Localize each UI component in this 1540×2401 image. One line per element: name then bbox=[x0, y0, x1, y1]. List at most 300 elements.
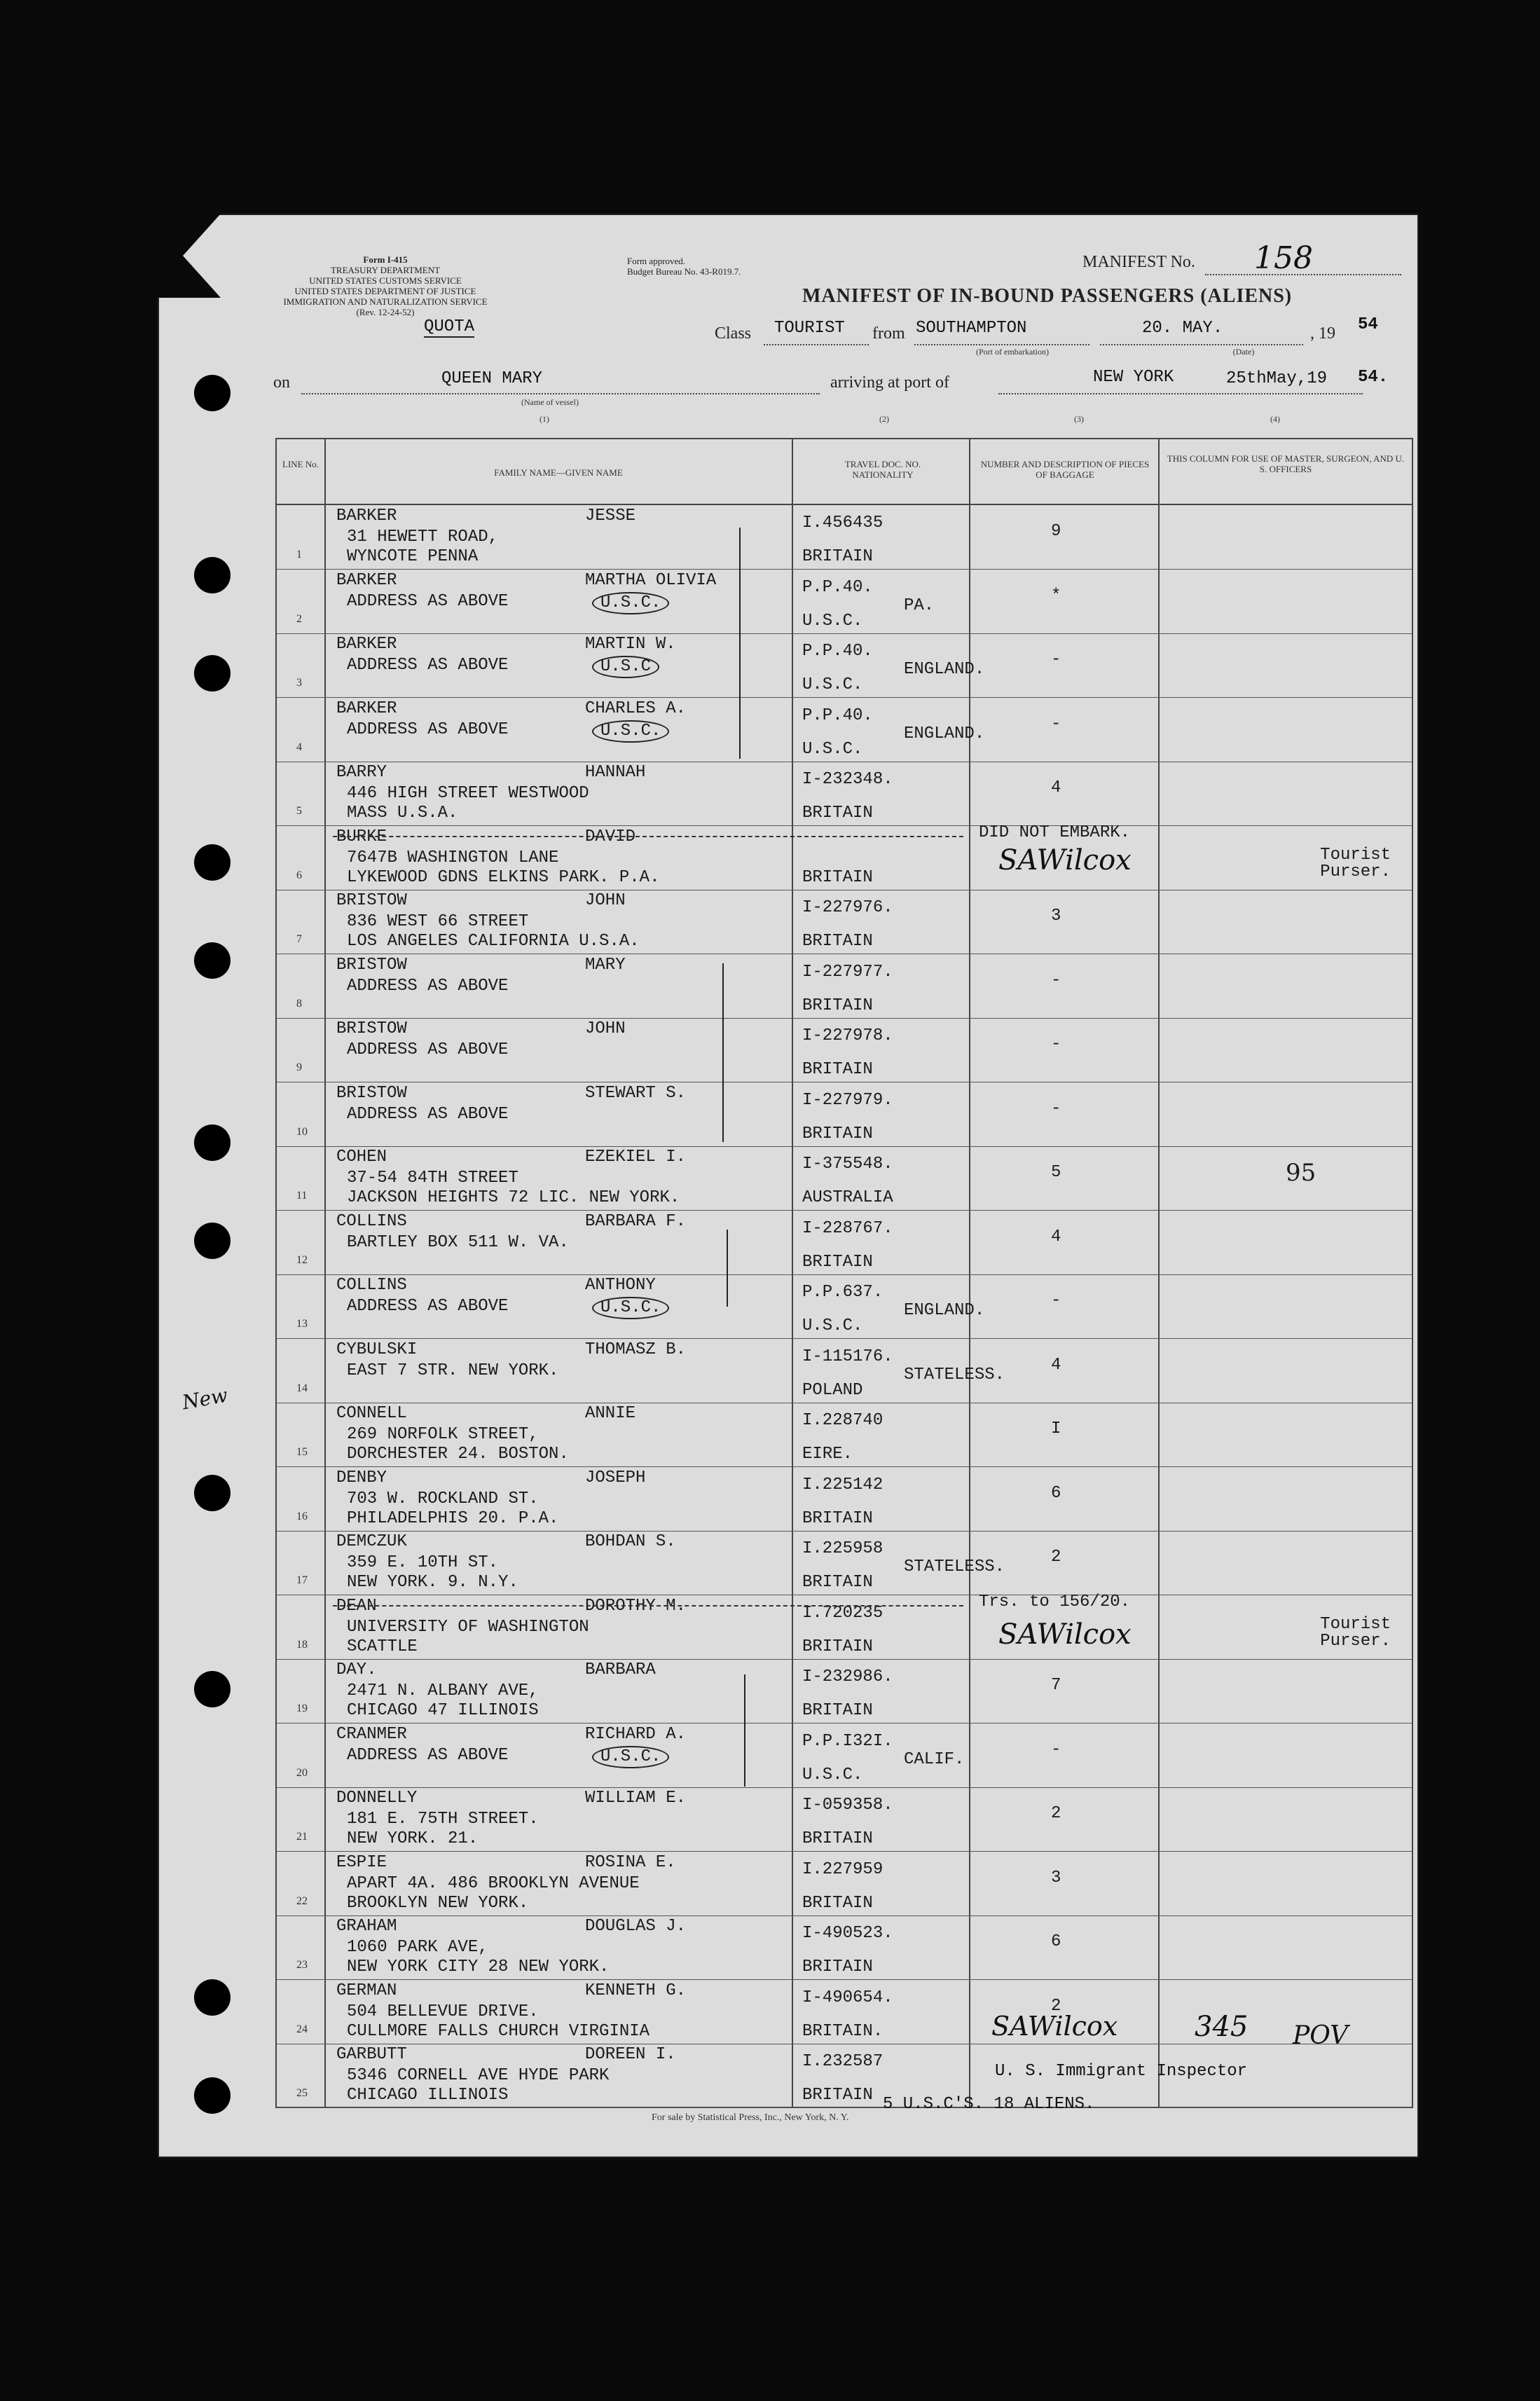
inspector-code: POV bbox=[1293, 2021, 1349, 2050]
given-name: DAVID bbox=[585, 827, 636, 846]
family-name: BARKER bbox=[336, 507, 397, 525]
baggage-count: - bbox=[1051, 970, 1061, 990]
line-number: 23 bbox=[296, 1959, 308, 1971]
nationality: BRITAIN bbox=[802, 547, 873, 566]
address-line-1: APART 4A. 486 BROOKLYN AVENUE bbox=[347, 1873, 640, 1893]
bracket-mark bbox=[739, 528, 741, 759]
table-row bbox=[277, 505, 1412, 570]
travel-doc-number: I-227979. bbox=[802, 1090, 893, 1110]
usc-circled: U.S.C. bbox=[592, 592, 669, 614]
address-line-1: UNIVERSITY OF WASHINGTON bbox=[347, 1617, 589, 1637]
given-name: ANNIE bbox=[585, 1404, 636, 1423]
dept-ins: IMMIGRATION AND NATURALIZATION SERVICE bbox=[283, 296, 488, 307]
extra-place: CALIF. bbox=[904, 1749, 965, 1769]
given-name: JOHN bbox=[585, 1019, 626, 1038]
class-line bbox=[764, 344, 869, 345]
address-line-1: ADDRESS AS ABOVE bbox=[347, 656, 509, 675]
punch-hole bbox=[194, 1124, 231, 1161]
given-name: MARTHA OLIVIA bbox=[585, 570, 717, 590]
given-name: JOSEPH bbox=[585, 1468, 646, 1487]
family-name: BARKER bbox=[336, 635, 397, 654]
given-name: MARTIN W. bbox=[585, 635, 676, 654]
given-name: DOUGLAS J. bbox=[585, 1917, 687, 1936]
family-name: GARBUTT bbox=[336, 2045, 407, 2064]
punch-hole bbox=[194, 1979, 231, 2016]
family-name: COLLINS bbox=[336, 1211, 407, 1231]
manifest-no-label: MANIFEST No. bbox=[1082, 253, 1195, 271]
address-line-1: 37-54 84TH STREET bbox=[347, 1169, 518, 1188]
col-head-line: LINE No. bbox=[282, 459, 319, 469]
strike-line bbox=[333, 1605, 963, 1607]
inspector-signature: SAWilcox bbox=[991, 2011, 1118, 2042]
family-name: BARRY bbox=[336, 763, 387, 782]
given-name: JESSE bbox=[585, 507, 636, 525]
bracket-mark bbox=[722, 963, 724, 1142]
given-name: JOHN bbox=[585, 891, 626, 910]
family-name: COHEN bbox=[336, 1148, 387, 1167]
extra-place: PA. bbox=[904, 596, 935, 615]
family-name: CYBULSKI bbox=[336, 1340, 418, 1359]
inspector-number: 345 bbox=[1195, 2011, 1249, 2043]
address-line-1: ADDRESS AS ABOVE bbox=[347, 1040, 509, 1059]
table-row bbox=[277, 698, 1412, 762]
strike-line bbox=[333, 836, 963, 837]
nationality: BRITAIN bbox=[802, 1060, 873, 1079]
col-head-name: FAMILY NAME—GIVEN NAME bbox=[494, 467, 623, 478]
baggage-count: I bbox=[1051, 1419, 1061, 1438]
given-name: KENNETH G. bbox=[585, 1981, 687, 2000]
from-port: SOUTHAMPTON bbox=[916, 319, 1027, 338]
given-name: DOROTHY M. bbox=[585, 1596, 687, 1616]
table-row bbox=[277, 570, 1412, 634]
class-label: Class bbox=[715, 324, 752, 343]
given-name: BOHDAN S. bbox=[585, 1532, 676, 1551]
table-row bbox=[277, 1531, 1412, 1595]
punch-hole bbox=[194, 1671, 231, 1707]
given-name: ROSINA E. bbox=[585, 1852, 676, 1872]
baggage-count: * bbox=[1051, 586, 1061, 605]
line-number: 5 bbox=[296, 805, 302, 817]
punch-hole bbox=[194, 557, 231, 593]
baggage-count: 2 bbox=[1051, 1804, 1061, 1823]
nationality: U.S.C. bbox=[802, 611, 863, 631]
line-number: 20 bbox=[296, 1766, 308, 1779]
address-line-2: LOS ANGELES CALIFORNIA U.S.A. bbox=[347, 932, 640, 951]
address-line-2: CHICAGO ILLINOIS bbox=[347, 2086, 509, 2105]
punch-hole bbox=[194, 1223, 231, 1259]
travel-doc-number: I-375548. bbox=[802, 1155, 893, 1174]
travel-doc-number: I.228740 bbox=[802, 1411, 884, 1430]
usc-circled: U.S.C. bbox=[592, 720, 669, 743]
line-number: 1 bbox=[296, 549, 302, 560]
given-name: MARY bbox=[585, 955, 626, 975]
col-num-3: (3) bbox=[1074, 414, 1084, 424]
nationality: BRITAIN bbox=[802, 1958, 873, 1976]
table-row bbox=[277, 633, 1412, 698]
family-name: DEMCZUK bbox=[336, 1532, 407, 1551]
baggage-count: 7 bbox=[1051, 1676, 1061, 1695]
manifest-sheet bbox=[158, 214, 1419, 2158]
line-number: 6 bbox=[296, 869, 302, 881]
travel-doc-number: P.P.637. bbox=[802, 1283, 884, 1302]
table-row bbox=[277, 1915, 1412, 1980]
extra-place: ENGLAND. bbox=[904, 660, 985, 679]
nationality: U.S.C. bbox=[802, 1316, 863, 1335]
line-number: 24 bbox=[296, 2023, 308, 2035]
baggage-count: 6 bbox=[1051, 1483, 1061, 1503]
punch-hole bbox=[194, 844, 231, 881]
nationality: EIRE. bbox=[802, 1445, 853, 1464]
line-number: 18 bbox=[296, 1638, 308, 1651]
vessel-line bbox=[301, 393, 820, 394]
given-name: ANTHONY bbox=[585, 1276, 656, 1295]
travel-doc-number: I.456435 bbox=[802, 514, 884, 532]
form-approval bbox=[627, 256, 788, 277]
from-label: from bbox=[872, 324, 905, 343]
table-row bbox=[277, 954, 1412, 1019]
travel-doc-number: P.P.40. bbox=[802, 577, 873, 597]
table-row bbox=[277, 1274, 1412, 1339]
family-name: BRISTOW bbox=[336, 955, 407, 975]
line-number: 11 bbox=[296, 1190, 308, 1202]
table-row bbox=[277, 1787, 1412, 1852]
table-row bbox=[277, 1403, 1412, 1467]
address-line-1: 7647B WASHINGTON LANE bbox=[347, 848, 559, 867]
officer-note: Tourist Purser. bbox=[1320, 1614, 1391, 1651]
baggage-count: DID NOT EMBARK. bbox=[979, 823, 1131, 842]
address-line-1: 181 E. 75TH STREET. bbox=[347, 1810, 539, 1829]
line-number: 2 bbox=[296, 612, 302, 625]
travel-doc-number: I.225958 bbox=[802, 1539, 884, 1558]
address-line-2: LYKEWOOD GDNS ELKINS PARK. P.A. bbox=[347, 867, 660, 887]
address-line-2: JACKSON HEIGHTS 72 LIC. NEW YORK. bbox=[347, 1188, 680, 1207]
nationality: BRITAIN bbox=[802, 1829, 873, 1848]
travel-doc-number: I-232348. bbox=[802, 770, 893, 789]
nationality: BRITAIN bbox=[802, 804, 873, 823]
port-embark-caption: (Port of embarkation) bbox=[976, 347, 1049, 357]
nationality: BRITAIN bbox=[802, 1637, 873, 1656]
line-number: 7 bbox=[296, 933, 302, 945]
address-line-2: CULLMORE FALLS CHURCH VIRGINIA bbox=[347, 2021, 650, 2041]
baggage-count: 3 bbox=[1051, 907, 1061, 926]
address-line-2: WYNCOTE PENNA bbox=[347, 547, 479, 566]
address-line-1: 1060 PARK AVE, bbox=[347, 1938, 488, 1957]
on-label: on bbox=[273, 373, 290, 392]
line-number: 25 bbox=[296, 2087, 308, 2099]
baggage-count: 6 bbox=[1051, 1932, 1061, 1951]
extra-place: ENGLAND. bbox=[904, 1301, 985, 1320]
line-number: 10 bbox=[296, 1125, 308, 1138]
dept-customs: UNITED STATES CUSTOMS SERVICE bbox=[309, 275, 462, 286]
nationality: BRITAIN bbox=[802, 932, 873, 951]
travel-doc-number: I-227976. bbox=[802, 898, 893, 917]
usc-circled: U.S.C. bbox=[592, 1297, 669, 1319]
line-number: 14 bbox=[296, 1382, 308, 1394]
nationality: BRITAIN bbox=[802, 1701, 873, 1720]
from-year-prefix: , 19 bbox=[1310, 324, 1335, 343]
line-number: 17 bbox=[296, 1574, 308, 1586]
dept-treasury: TREASURY DEPARTMENT bbox=[330, 265, 441, 275]
baggage-count: 4 bbox=[1051, 1355, 1061, 1375]
travel-doc-number: P.P.40. bbox=[802, 642, 873, 661]
line-number: 15 bbox=[296, 1446, 308, 1458]
arrival-date: 25thMay,19 bbox=[1226, 369, 1328, 388]
baggage-count: Trs. to 156/20. bbox=[979, 1592, 1131, 1611]
baggage-count: 4 bbox=[1051, 1227, 1061, 1246]
printer-imprint: For sale by Statistical Press, Inc., New York, N. Y. bbox=[652, 2112, 849, 2123]
address-line-2: NEW YORK CITY 28 NEW YORK. bbox=[347, 1958, 610, 1976]
address-line-2: PHILADELPHIS 20. P.A. bbox=[347, 1508, 559, 1528]
form-revision: (Rev. 12-24-52) bbox=[356, 307, 415, 317]
officer-note: 95 bbox=[1286, 1159, 1316, 1187]
arrival-port: NEW YORK bbox=[1093, 368, 1174, 387]
address-line-1: ADDRESS AS ABOVE bbox=[347, 1745, 509, 1765]
address-line-2: CHICAGO 47 ILLINOIS bbox=[347, 1701, 539, 1720]
family-name: DAY. bbox=[336, 1660, 377, 1679]
nationality: U.S.C. bbox=[802, 675, 863, 694]
nationality: BRITAIN bbox=[802, 1508, 873, 1528]
signature-row6: SAWilcox bbox=[998, 844, 1132, 876]
address-line-1: EAST 7 STR. NEW YORK. bbox=[347, 1361, 559, 1380]
nationality: POLAND bbox=[802, 1380, 863, 1400]
usc-circled: U.S.C bbox=[592, 656, 659, 678]
address-line-2: MASS U.S.A. bbox=[347, 804, 458, 823]
nationality: AUSTRALIA bbox=[802, 1188, 893, 1207]
family-name: CONNELL bbox=[336, 1404, 407, 1423]
bracket-mark bbox=[744, 1674, 745, 1787]
address-line-1: 31 HEWETT ROAD, bbox=[347, 528, 499, 546]
baggage-count: 3 bbox=[1051, 1868, 1061, 1887]
travel-doc-number: I.720235 bbox=[802, 1603, 884, 1623]
nationality: U.S.C. bbox=[802, 739, 863, 759]
baggage-count: - bbox=[1051, 1291, 1061, 1310]
usc-circled: U.S.C. bbox=[592, 1746, 669, 1768]
given-name: DOREEN I. bbox=[585, 2045, 676, 2064]
baggage-count: - bbox=[1051, 650, 1061, 669]
table-row bbox=[277, 1659, 1412, 1724]
punch-hole bbox=[194, 2077, 231, 2114]
given-name: EZEKIEL I. bbox=[585, 1148, 687, 1167]
from-line bbox=[914, 344, 1089, 345]
nationality: BRITAIN bbox=[802, 1893, 873, 1913]
table-row bbox=[277, 1018, 1412, 1082]
family-name: GERMAN bbox=[336, 1981, 397, 2000]
manifest-no-value: 158 bbox=[1254, 240, 1313, 276]
inspector-title: U. S. Immigrant Inspector bbox=[995, 2062, 1248, 2081]
address-line-1: 359 E. 10TH ST. bbox=[347, 1553, 499, 1572]
family-name: BARKER bbox=[336, 699, 397, 718]
punch-hole bbox=[194, 1475, 231, 1511]
line-number: 8 bbox=[296, 997, 302, 1010]
col-head-baggage: NUMBER AND DESCRIPTION OF PIECES OF BAGGAGE bbox=[980, 459, 1150, 480]
table-header bbox=[277, 439, 1412, 505]
col-num-2: (2) bbox=[879, 414, 889, 424]
baggage-count: - bbox=[1051, 1099, 1061, 1118]
line-number: 22 bbox=[296, 1894, 308, 1907]
line-number: 13 bbox=[296, 1318, 308, 1330]
baggage-count: 2 bbox=[1051, 1996, 1061, 2016]
address-line-1: 446 HIGH STREET WESTWOOD bbox=[347, 784, 589, 803]
torn-corner bbox=[158, 214, 221, 298]
punch-hole bbox=[194, 375, 231, 411]
punch-hole bbox=[194, 942, 231, 979]
family-name: ESPIE bbox=[336, 1852, 387, 1872]
line-number: 9 bbox=[296, 1061, 302, 1073]
table-row bbox=[277, 890, 1412, 954]
family-name: BRISTOW bbox=[336, 1083, 407, 1103]
nationality: BRITAIN bbox=[802, 1124, 873, 1143]
given-name: STEWART S. bbox=[585, 1083, 687, 1103]
address-line-1: BARTLEY BOX 511 W. VA. bbox=[347, 1232, 569, 1252]
from-date: 20. MAY. bbox=[1142, 319, 1223, 338]
travel-doc-number: I-059358. bbox=[802, 1796, 893, 1815]
family-name: BRISTOW bbox=[336, 1019, 407, 1038]
budget-bureau-no: Budget Bureau No. 43-R019.7. bbox=[627, 266, 741, 277]
table-row bbox=[277, 1467, 1412, 1532]
table-row bbox=[277, 823, 1412, 890]
travel-doc-number: P.P.I32I. bbox=[802, 1731, 893, 1751]
travel-doc-number: I.232587 bbox=[802, 2052, 884, 2071]
travel-doc-number: I-115176. bbox=[802, 1347, 893, 1366]
date-line bbox=[1100, 344, 1303, 345]
extra-place: ENGLAND. bbox=[904, 724, 985, 743]
extra-place: STATELESS. bbox=[904, 1557, 1005, 1576]
travel-doc-number: I-490523. bbox=[802, 1924, 893, 1943]
col-num-4: (4) bbox=[1270, 414, 1280, 424]
family-name: BARKER bbox=[336, 570, 397, 590]
address-line-1: ADDRESS AS ABOVE bbox=[347, 1297, 509, 1316]
arriving-label: arriving at port of bbox=[830, 373, 949, 392]
col-head-travel: TRAVEL DOC. NO. NATIONALITY bbox=[844, 459, 921, 480]
table-row bbox=[277, 1211, 1412, 1275]
col-num-1: (1) bbox=[539, 414, 549, 424]
travel-doc-number: I-232986. bbox=[802, 1667, 893, 1686]
address-line-2: DORCHESTER 24. BOSTON. bbox=[347, 1445, 569, 1464]
quota-stamp: QUOTA bbox=[424, 317, 475, 336]
nationality: BRITAIN bbox=[802, 1573, 873, 1592]
family-name: DEAN bbox=[336, 1596, 377, 1616]
line-number: 16 bbox=[296, 1510, 308, 1522]
family-name: BURKE bbox=[336, 827, 387, 846]
address-line-1: 2471 N. ALBANY AVE, bbox=[347, 1681, 539, 1700]
baggage-count: 2 bbox=[1051, 1548, 1061, 1567]
travel-doc-number: I.227959 bbox=[802, 1859, 884, 1879]
table-row bbox=[277, 762, 1412, 826]
nationality: BRITAIN. bbox=[802, 2021, 884, 2041]
address-line-2: SCATTLE bbox=[347, 1637, 418, 1656]
address-line-1: ADDRESS AS ABOVE bbox=[347, 591, 509, 611]
form-approved-label: Form approved. bbox=[627, 256, 686, 266]
date-caption: (Date) bbox=[1232, 347, 1255, 357]
baggage-count: - bbox=[1051, 714, 1061, 734]
from-year: 54 bbox=[1358, 315, 1378, 334]
given-name: RICHARD A. bbox=[585, 1724, 687, 1744]
family-name: COLLINS bbox=[336, 1276, 407, 1295]
class-value: TOURIST bbox=[774, 319, 845, 338]
line-number: 12 bbox=[296, 1253, 308, 1266]
address-line-1: 504 BELLEVUE DRIVE. bbox=[347, 2002, 539, 2021]
address-line-1: 5346 CORNELL AVE HYDE PARK bbox=[347, 2066, 610, 2085]
given-name: THOMASZ B. bbox=[585, 1340, 687, 1359]
address-line-1: 703 W. ROCKLAND ST. bbox=[347, 1489, 539, 1508]
col-head-officers: THIS COLUMN FOR USE OF MASTER, SURGEON, AND U. S. OFFICERS bbox=[1167, 453, 1405, 474]
table-row bbox=[277, 1724, 1412, 1788]
manifest-title: MANIFEST OF IN-BOUND PASSENGERS (ALIENS) bbox=[802, 285, 1293, 307]
travel-doc-number: P.P.40. bbox=[802, 706, 873, 725]
baggage-count: 9 bbox=[1051, 522, 1061, 541]
given-name: HANNAH bbox=[585, 763, 646, 782]
punch-hole bbox=[194, 655, 231, 692]
table-row bbox=[277, 1592, 1412, 1660]
travel-doc-number: I-227978. bbox=[802, 1026, 893, 1045]
extra-place: STATELESS. bbox=[904, 1365, 1005, 1384]
table-row bbox=[277, 1082, 1412, 1147]
address-line-1: 836 WEST 66 STREET bbox=[347, 912, 529, 931]
vessel-name: QUEEN MARY bbox=[441, 369, 543, 388]
nationality: BRITAIN bbox=[802, 1252, 873, 1272]
family-name: GRAHAM bbox=[336, 1917, 397, 1936]
family-name: DONNELLY bbox=[336, 1789, 418, 1808]
form-number: Form I-415 bbox=[363, 254, 408, 265]
margin-note: New bbox=[180, 1383, 230, 1415]
arrival-line bbox=[998, 393, 1363, 394]
signature-row18: SAWilcox bbox=[998, 1618, 1132, 1651]
address-line-2: BROOKLYN NEW YORK. bbox=[347, 1893, 529, 1913]
travel-doc-number: I-228767. bbox=[802, 1218, 893, 1238]
nationality: BRITAIN bbox=[802, 996, 873, 1015]
nationality: BRITAIN bbox=[802, 867, 873, 887]
officer-note: Tourist Purser. bbox=[1320, 845, 1391, 881]
address-line-2: NEW YORK. 21. bbox=[347, 1829, 479, 1848]
family-name: DENBY bbox=[336, 1468, 387, 1487]
passenger-table bbox=[275, 438, 1413, 2108]
given-name: BARBARA F. bbox=[585, 1211, 687, 1231]
form-agency-block bbox=[270, 254, 501, 317]
arrival-year: 54. bbox=[1358, 368, 1389, 387]
bracket-mark bbox=[727, 1230, 728, 1307]
line-number: 19 bbox=[296, 1702, 308, 1714]
address-line-1: 269 NORFOLK STREET, bbox=[347, 1425, 539, 1444]
nationality: BRITAIN bbox=[802, 2086, 873, 2105]
nationality: U.S.C. bbox=[802, 1765, 863, 1784]
address-line-1: ADDRESS AS ABOVE bbox=[347, 720, 509, 739]
baggage-count: - bbox=[1051, 1740, 1061, 1759]
line-number: 3 bbox=[296, 677, 302, 689]
given-name: CHARLES A. bbox=[585, 699, 687, 718]
baggage-count: 4 bbox=[1051, 778, 1061, 797]
line-number: 4 bbox=[296, 741, 302, 753]
travel-doc-number: I-490654. bbox=[802, 1988, 893, 2007]
table-row bbox=[277, 1339, 1412, 1403]
travel-doc-number: I-227977. bbox=[802, 962, 893, 982]
baggage-count: - bbox=[1051, 1035, 1061, 1054]
given-name: BARBARA bbox=[585, 1660, 656, 1679]
baggage-count: 5 bbox=[1051, 1163, 1061, 1182]
address-line-1: ADDRESS AS ABOVE bbox=[347, 976, 509, 996]
address-line-1: ADDRESS AS ABOVE bbox=[347, 1104, 509, 1124]
address-line-2: NEW YORK. 9. N.Y. bbox=[347, 1573, 518, 1592]
family-name: BRISTOW bbox=[336, 891, 407, 910]
passenger-total: 5 U.S.C'S. 18 ALIENS. bbox=[883, 2095, 1095, 2114]
given-name: WILLIAM E. bbox=[585, 1789, 687, 1808]
dept-justice: UNITED STATES DEPARTMENT OF JUSTICE bbox=[294, 286, 476, 296]
table-row bbox=[277, 1852, 1412, 1916]
line-number: 21 bbox=[296, 1831, 308, 1843]
travel-doc-number: I.225142 bbox=[802, 1475, 884, 1494]
table-row bbox=[277, 1146, 1412, 1211]
family-name: CRANMER bbox=[336, 1724, 407, 1744]
vessel-caption: (Name of vessel) bbox=[521, 397, 579, 407]
